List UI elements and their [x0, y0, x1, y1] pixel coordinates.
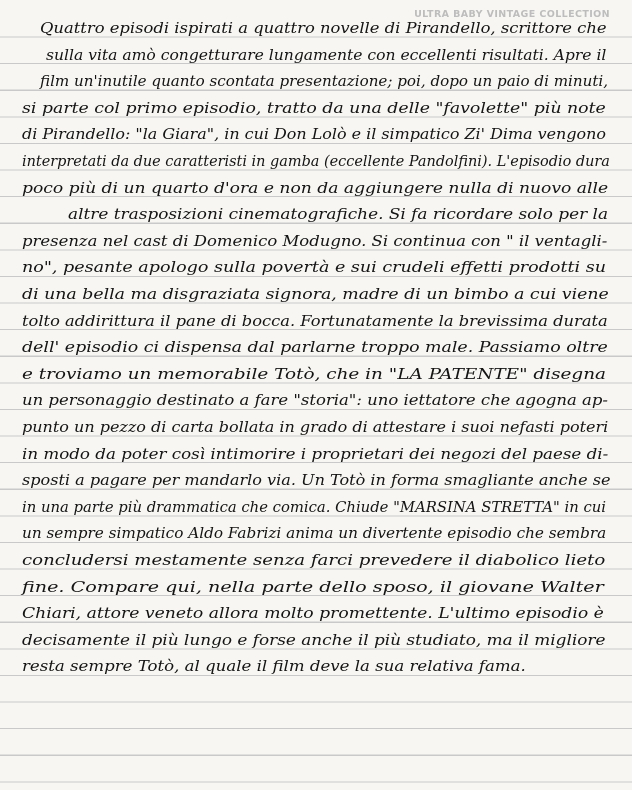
text-line: e troviamo un memorabile Totò, che in "LA PATENTE" disegna — [22, 364, 607, 383]
text-line: si parte col primo episodio, tratto da una delle "favolette" più note — [22, 98, 606, 117]
text-line: poco più di un quarto d'ora e non da aggiungere nulla di nuovo alle — [22, 178, 609, 197]
watermark: ULTRA BABY VINTAGE COLLECTION — [414, 9, 610, 20]
text-line: un sempre simpatico Aldo Fabrizi anima un divertente episodio che sembra — [22, 524, 607, 543]
text-line: in una parte più drammatica che comica. Chiude "MARSINA STRETTA" in cui — [22, 497, 607, 516]
text-line: sposti a pagare per mandarlo via. Un Totò in forma smagliante anche se — [22, 471, 611, 490]
text-line: Chiari, attore veneto allora molto promettente. L'ultimo episodio è — [22, 604, 604, 623]
text-line: decisamente il più lungo e forse anche il più studiato, ma il migliore — [22, 630, 606, 649]
text-line: tolto addirittura il pane di bocca. Fortunatamente la brevissima durata — [22, 311, 608, 330]
text-line: no", pesante apologo sulla povertà e sui crudeli effetti prodotti su — [22, 258, 607, 277]
text-line: resta sempre Totò, al quale il film deve la sua relativa fama. — [22, 657, 526, 676]
text-line: concludersi mestamente senza farci prevedere il diabolico lieto — [22, 551, 606, 569]
text-line: film un'inutile quanto scontata presentazione; poi, dopo un paio di minuti, — [40, 72, 609, 91]
text-line: di una bella ma disgraziata signora, madre di un bimbo a cui viene — [22, 285, 609, 303]
text-line: in modo da poter così intimorire i proprietari dei negozi del paese di- — [22, 444, 609, 463]
text-line: di Pirandello: "la Giara", in cui Don Lolò e il simpatico Zi' Dima vengono — [22, 125, 606, 144]
text-line: un personaggio destinato a fare "storia": uno iettatore che agogna ap- — [22, 391, 608, 410]
text-line: dell' episodio ci dispensa dal parlarne troppo male. Passiamo oltre — [22, 338, 608, 357]
text-line: punto un pezzo di carta bollata in grado di attestare i suoi nefasti poteri — [22, 418, 609, 436]
text-line: Quattro episodi ispirati a quattro novelle di Pirandello, scrittore che — [40, 19, 607, 37]
text-line: altre trasposizioni cinematografiche. Si fa ricordare solo per la — [68, 205, 609, 224]
text-line: fine. Compare qui, nella parte dello sposo, il giovane Walter — [22, 577, 604, 596]
text-line: interpretati da due caratteristi in gamba (eccellente Pandolfini). L'episodio dura — [22, 152, 610, 170]
text-line: sulla vita amò congetturare lungamente con eccellenti risultati. Apre il — [46, 45, 607, 64]
text-line: presenza nel cast di Domenico Modugno. Si continua con " il ventagli- — [22, 231, 608, 250]
